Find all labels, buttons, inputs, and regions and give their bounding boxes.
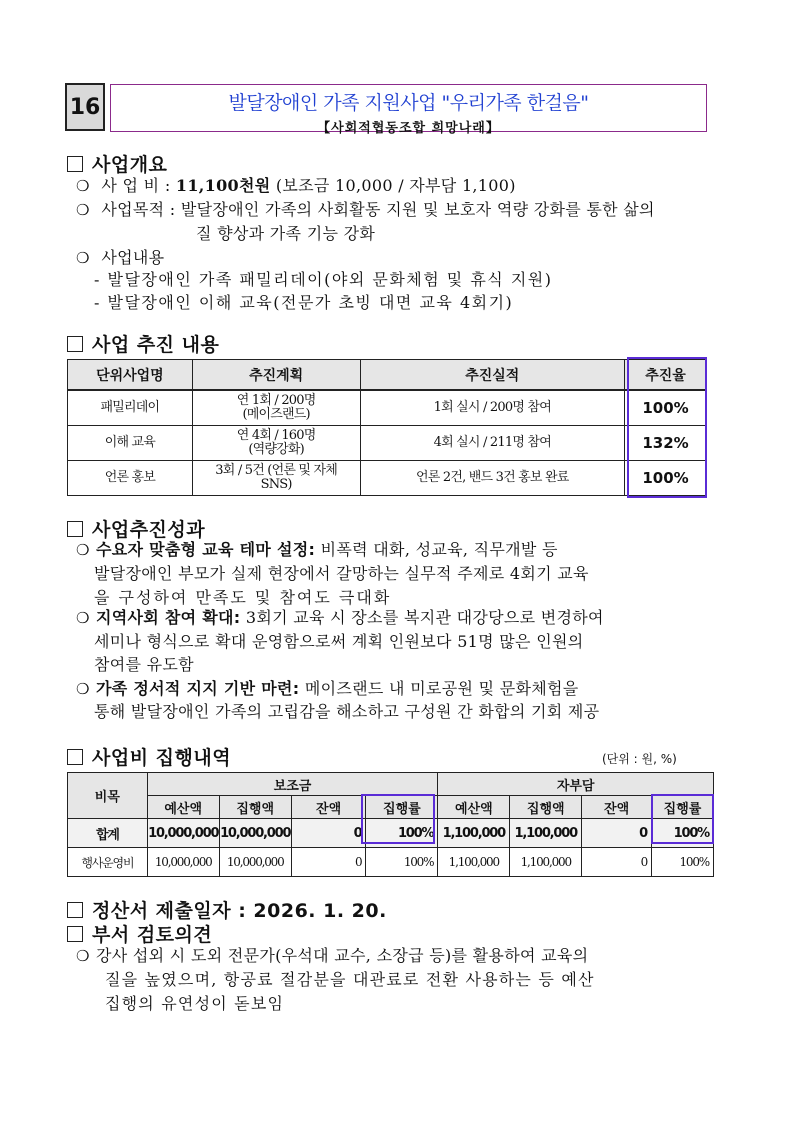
cell: 1,100,000 (438, 848, 510, 877)
organization-name: 【사회적협동조합 희망나래】 (317, 121, 500, 136)
table-row (68, 461, 707, 496)
budget-label: 사 업 비 : (101, 176, 171, 195)
result-cell: 언론 2건, 밴드 3건 홍보 완료 (360, 461, 625, 496)
budget-detail: (보조금 10,000 / 자부담 1,100) (275, 176, 516, 195)
cell: 0 (582, 848, 652, 877)
achievement-text-line: 통해 발달장애인 가족의 고립감을 해소하고 구성원 간 화합의 기회 제공 (94, 702, 600, 721)
content-label: 사업내용 (101, 248, 165, 267)
checkbox-icon (67, 749, 83, 765)
review-text-line: 집행의 유연성이 돋보임 (105, 994, 285, 1013)
column-header: 집행액 (510, 796, 582, 819)
table-row (68, 426, 707, 461)
budget-amount: 11,100천원 (175, 176, 271, 195)
rate-cell: 132% (625, 426, 707, 461)
title-box (110, 84, 707, 136)
circle-bullet-icon: ❍ (76, 249, 90, 267)
achievement-text-line: 을 구성하여 만족도 및 참여도 극대화 (94, 588, 392, 607)
cell: 100% (366, 848, 438, 877)
circle-bullet-icon: ❍ (76, 609, 90, 627)
achievement-title: 수요자 맞춤형 교육 테마 설정: (96, 540, 316, 559)
purpose-label: 사업목적 : (101, 200, 176, 219)
cell: 10,000,000 (147, 848, 219, 877)
cell: 0 (291, 848, 366, 877)
settlement-heading (67, 896, 387, 923)
plan-cell (192, 461, 360, 496)
column-header: 잔액 (291, 796, 366, 819)
row-label: 행사운영비 (68, 848, 148, 877)
unit-name: 언론 홍보 (68, 461, 193, 496)
progress-table (67, 359, 707, 496)
table-header-row (68, 360, 707, 391)
checkbox-icon (67, 156, 83, 172)
cell: 0 (291, 819, 366, 848)
column-header: 집행액 (219, 796, 291, 819)
circle-bullet-icon: ❍ (76, 201, 90, 219)
rate-cell: 100% (625, 461, 707, 496)
result-cell: 1회 실시 / 200명 참여 (360, 390, 625, 426)
achievement-title: 가족 정서적 지지 기반 마련: (96, 679, 300, 698)
unit-name: 이해 교육 (68, 426, 193, 461)
review-text: 강사 섭외 시 도외 전문가(우석대 교수, 소장급 등)를 활용하여 교육의 (96, 946, 589, 965)
purpose-line-2: 질 향상과 가족 기능 강화 (196, 224, 376, 243)
plan-line: (역량강화) (248, 442, 304, 457)
checkbox-icon (67, 902, 83, 918)
column-header: 집행률 (366, 796, 438, 819)
review-heading-label: 부서 검토의견 (92, 924, 213, 946)
purpose-text: 발달장애인 가족의 사회활동 지원 및 보호자 역량 강화를 통한 삶의 (180, 200, 655, 219)
table-row (68, 390, 707, 426)
unit-name: 패밀리데이 (68, 390, 193, 426)
column-header: 추진계획 (192, 360, 360, 391)
cell: 0 (582, 819, 652, 848)
achievement-text-line: 참여를 유도함 (94, 655, 194, 674)
progress-heading-label: 사업 추진 내용 (92, 334, 220, 356)
section-number-badge: 16 (65, 83, 105, 131)
achievement-item (76, 677, 579, 701)
column-header: 잔액 (582, 796, 652, 819)
expense-heading (67, 743, 231, 770)
plan-line: SNS) (260, 477, 292, 492)
column-header: 단위사업명 (68, 360, 193, 391)
purpose-line (76, 198, 655, 222)
cell: 1,100,000 (510, 819, 582, 848)
cell: 1,100,000 (438, 819, 510, 848)
progress-heading (67, 330, 219, 357)
circle-bullet-icon: ❍ (76, 177, 90, 195)
review-text-line: 질을 높였으며, 항공료 절감분을 대관료로 전환 사용하는 등 예산 (105, 970, 595, 989)
column-header: 예산액 (438, 796, 510, 819)
achievements-heading-label: 사업추진성과 (92, 519, 206, 541)
column-header: 예산액 (147, 796, 219, 819)
table-subheader-row (68, 796, 714, 819)
plan-cell (192, 426, 360, 461)
cell: 100% (652, 848, 714, 877)
content-item: - 발달장애인 이해 교육(전문가 초빙 대면 교육 4회기) (94, 293, 514, 312)
circle-bullet-icon: ❍ (76, 680, 90, 698)
content-line (76, 246, 164, 270)
content-item: - 발달장애인 가족 패밀리데이(야외 문화체험 및 휴식 지원) (94, 270, 553, 289)
overview-heading-label: 사업개요 (92, 154, 168, 176)
column-header: 추진율 (625, 360, 707, 391)
plan-cell (192, 390, 360, 426)
cell: 1,100,000 (510, 848, 582, 877)
column-group-selfpay: 자부담 (438, 773, 714, 796)
plan-line: 3회 / 5건 (언론 및 자체 (215, 463, 338, 478)
page-title: 발달장애인 가족 지원사업 "우리가족 한걸음" (228, 92, 589, 114)
checkbox-icon (67, 336, 83, 352)
settlement-date: 정산서 제출일자 : 2026. 1. 20. (92, 900, 387, 922)
table-row (68, 848, 714, 877)
column-header-item: 비목 (68, 773, 148, 819)
table-header-row (68, 773, 714, 796)
result-cell: 4회 실시 / 211명 참여 (360, 426, 625, 461)
achievement-text: 비폭력 대화, 성교육, 직무개발 등 (315, 540, 558, 559)
achievement-item (76, 538, 558, 562)
achievement-title: 지역사회 참여 확대: (96, 608, 241, 627)
cell: 100% (652, 819, 714, 848)
cell: 10,000,000 (219, 848, 291, 877)
rate-cell: 100% (625, 390, 707, 426)
cell: 10,000,000 (219, 819, 291, 848)
budget-line (76, 174, 516, 198)
circle-bullet-icon: ❍ (76, 947, 90, 965)
cell: 100% (366, 819, 438, 848)
row-label: 합계 (68, 819, 148, 848)
column-header: 추진실적 (360, 360, 625, 391)
plan-line: 연 1회 / 200명 (236, 393, 316, 408)
achievement-text-line: 세미나 형식으로 확대 운영함으로써 계획 인원보다 51명 많은 인원의 (94, 632, 584, 651)
review-heading (67, 920, 212, 947)
achievement-text: 메이즈랜드 내 미로공원 및 문화체험을 (299, 679, 579, 698)
column-group-subsidy: 보조금 (147, 773, 438, 796)
expense-heading-label: 사업비 집행내역 (92, 747, 232, 769)
checkbox-icon (67, 521, 83, 537)
review-item (76, 944, 588, 968)
plan-line: (메이즈랜드) (242, 407, 310, 422)
cell: 10,000,000 (147, 819, 219, 848)
achievement-text-line: 발달장애인 부모가 실제 현장에서 갈망하는 실무적 주제로 4회기 교육 (94, 564, 589, 583)
checkbox-icon (67, 926, 83, 942)
unit-label: (단위 : 원, %) (602, 752, 677, 766)
circle-bullet-icon: ❍ (76, 541, 90, 559)
expense-table (67, 772, 714, 877)
plan-line: 연 4회 / 160명 (236, 428, 316, 443)
overview-heading (67, 150, 167, 177)
achievement-item (76, 606, 604, 630)
achievement-text: 3회기 교육 시 장소를 복지관 대강당으로 변경하여 (240, 608, 604, 627)
column-header: 집행률 (652, 796, 714, 819)
table-row-total (68, 819, 714, 848)
